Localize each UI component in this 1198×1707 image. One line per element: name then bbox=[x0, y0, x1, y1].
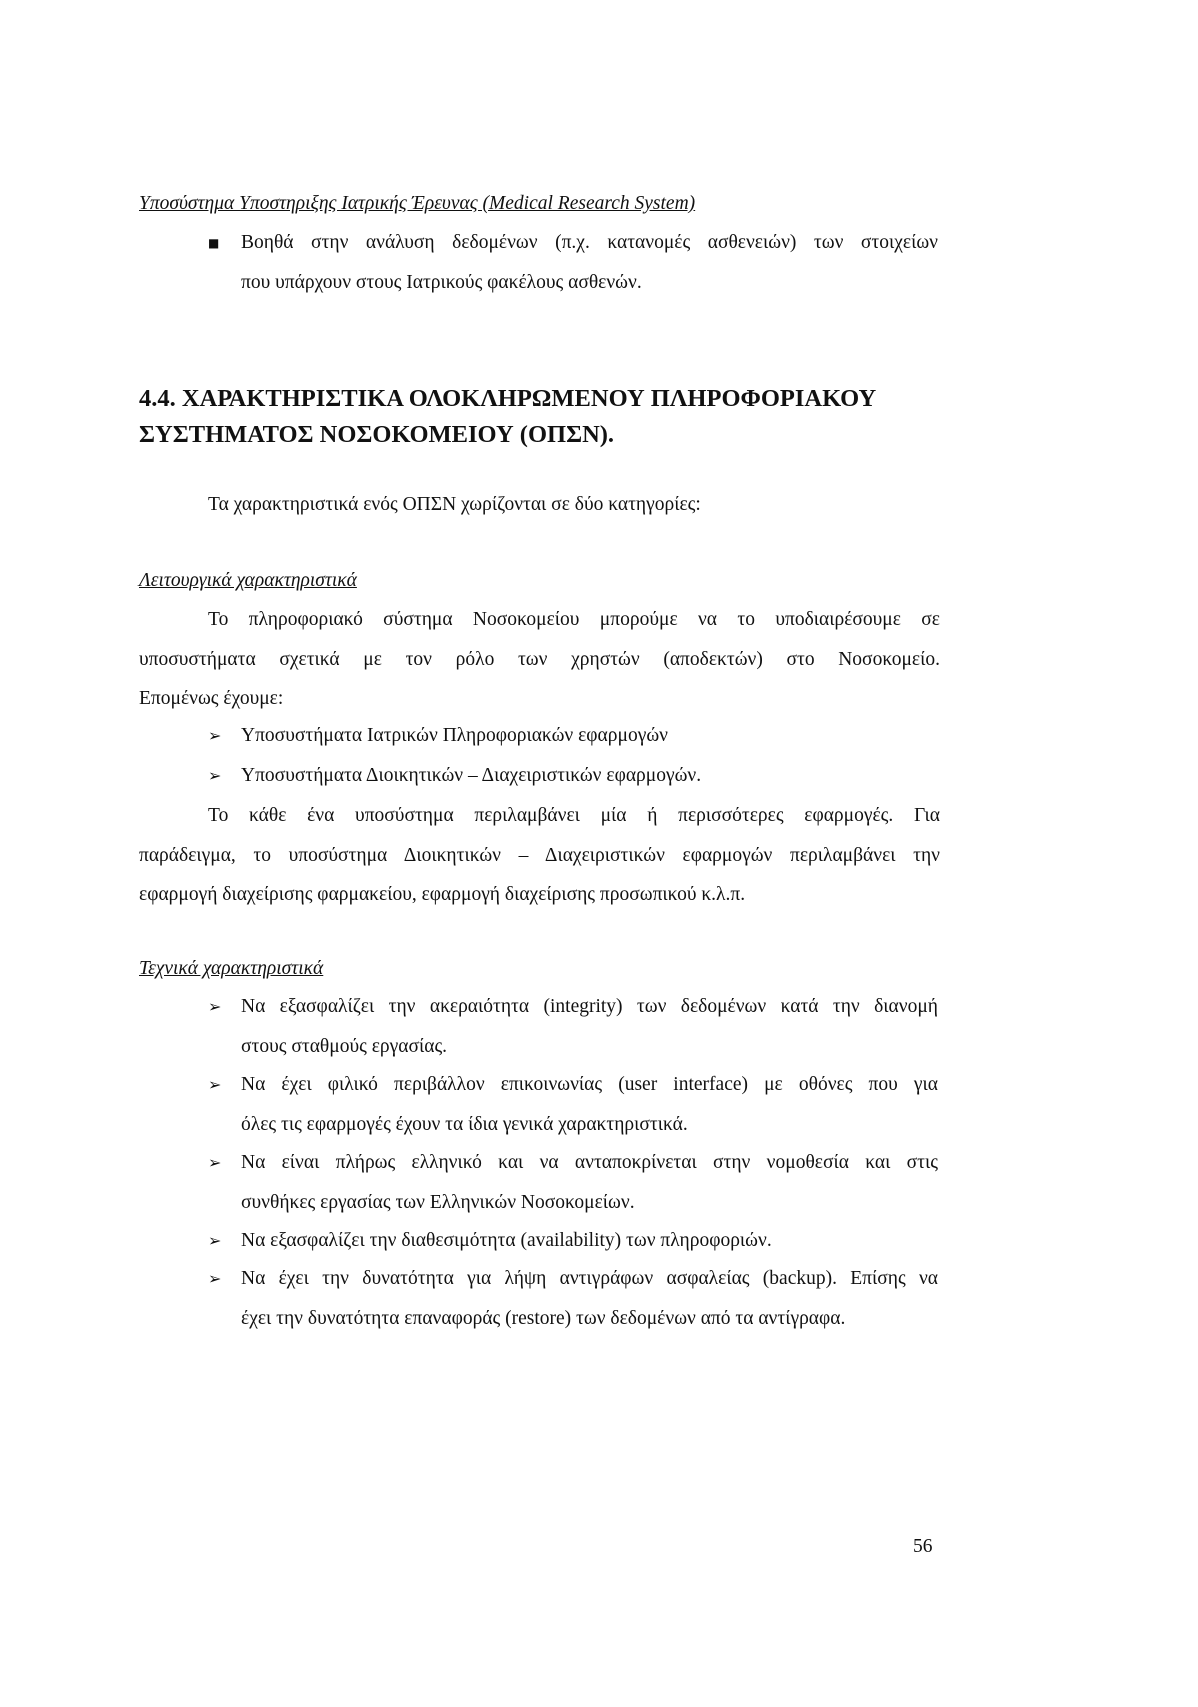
square-bullet-icon: ■ bbox=[208, 236, 220, 250]
list-item: Υποσυστήματα Ιατρικών Πληροφοριακών εφαρμογών bbox=[241, 725, 668, 746]
list-item-line: έχει την δυνατότητα επαναφοράς (restore) των δεδομένων από τα αντίγραφα. bbox=[241, 1308, 846, 1329]
paragraph-line: Το κάθε ένα υποσύστημα περιλαμβάνει μία ή περισσότερες εφαρμογές. Για bbox=[208, 805, 940, 826]
paragraph-line: υποσυστήματα σχετικά με τον ρόλο των χρηστών (αποδεκτών) στο Νοσοκομείο. bbox=[139, 649, 940, 670]
paragraph-line: παράδειγμα, το υποσύστημα Διοικητικών – Διαχειριστικών εφαρμογών περιλαμβάνει την bbox=[139, 845, 940, 866]
list-item-line: όλες τις εφαρμογές έχουν τα ίδια γενικά χαρακτηριστικά. bbox=[241, 1114, 688, 1135]
arrow-bullet-icon: ➢ bbox=[208, 1153, 222, 1172]
technical-title: Τεχνικά χαρακτηριστικά bbox=[139, 958, 324, 979]
section-heading: ΣΥΣΤΗΜΑΤΟΣ ΝΟΣΟΚΟΜΕΙΟΥ (ΟΠΣΝ). bbox=[139, 421, 615, 448]
arrow-bullet-icon: ➢ bbox=[208, 997, 222, 1016]
section-heading: 4.4. ΧΑΡΑΚΤΗΡΙΣΤΙΚΑ ΟΛΟΚΛΗΡΩΜΕΝΟΥ ΠΛΗΡΟΦΟΡΙΑΚΟΥ bbox=[139, 385, 877, 412]
subsystem-item-line: που υπάρχουν στους Ιατρικούς φακέλους ασθενών. bbox=[241, 272, 642, 293]
arrow-bullet-icon: ➢ bbox=[208, 1231, 222, 1250]
arrow-bullet-icon: ➢ bbox=[208, 766, 222, 785]
list-item: Υποσυστήματα Διοικητικών – Διαχειριστικών εφαρμογών. bbox=[241, 765, 702, 786]
list-item-line: συνθήκες εργασίας των Ελληνικών Νοσοκομείων. bbox=[241, 1192, 635, 1213]
arrow-bullet-icon: ➢ bbox=[208, 726, 222, 745]
subsystem-item-line: Βοηθά στην ανάλυση δεδομένων (π.χ. κατανομές ασθενειών) των στοιχείων bbox=[241, 232, 938, 253]
list-item-line: Να εξασφαλίζει την διαθεσιμότητα (availability) των πληροφοριών. bbox=[241, 1230, 772, 1251]
functional-title: Λειτουργικά χαρακτηριστικά bbox=[139, 570, 357, 591]
list-item-line: Να είναι πλήρως ελληνικό και να ανταποκρίνεται στην νομοθεσία και στις bbox=[241, 1152, 938, 1173]
list-item-line: στους σταθμούς εργασίας. bbox=[241, 1036, 448, 1057]
list-item-line: Να εξασφαλίζει την ακεραιότητα (integrity) των δεδομένων κατά την διανομή bbox=[241, 996, 938, 1017]
arrow-bullet-icon: ➢ bbox=[208, 1269, 222, 1288]
intro-text: Τα χαρακτηριστικά ενός ΟΠΣΝ χωρίζονται σε δύο κατηγορίες: bbox=[208, 494, 701, 515]
arrow-bullet-icon: ➢ bbox=[208, 1075, 222, 1094]
subsystem-title: Υποσύστημα Υποστηριξης Ιατρικής Έρευνας (Medical Research System) bbox=[139, 193, 696, 214]
paragraph-line: Επομένως έχουμε: bbox=[139, 688, 284, 709]
list-item-line: Να έχει φιλικό περιβάλλον επικοινωνίας (user interface) με οθόνες που για bbox=[241, 1074, 938, 1095]
page-number: 56 bbox=[913, 1536, 933, 1557]
paragraph-line: Το πληροφοριακό σύστημα Νοσοκομείου μπορούμε να το υποδιαιρέσουμε σε bbox=[208, 609, 940, 630]
paragraph-line: εφαρμογή διαχείρισης φαρμακείου, εφαρμογή διαχείρισης προσωπικού κ.λ.π. bbox=[139, 884, 746, 905]
list-item-line: Να έχει την δυνατότητα για λήψη αντιγράφων ασφαλείας (backup). Επίσης να bbox=[241, 1268, 938, 1289]
